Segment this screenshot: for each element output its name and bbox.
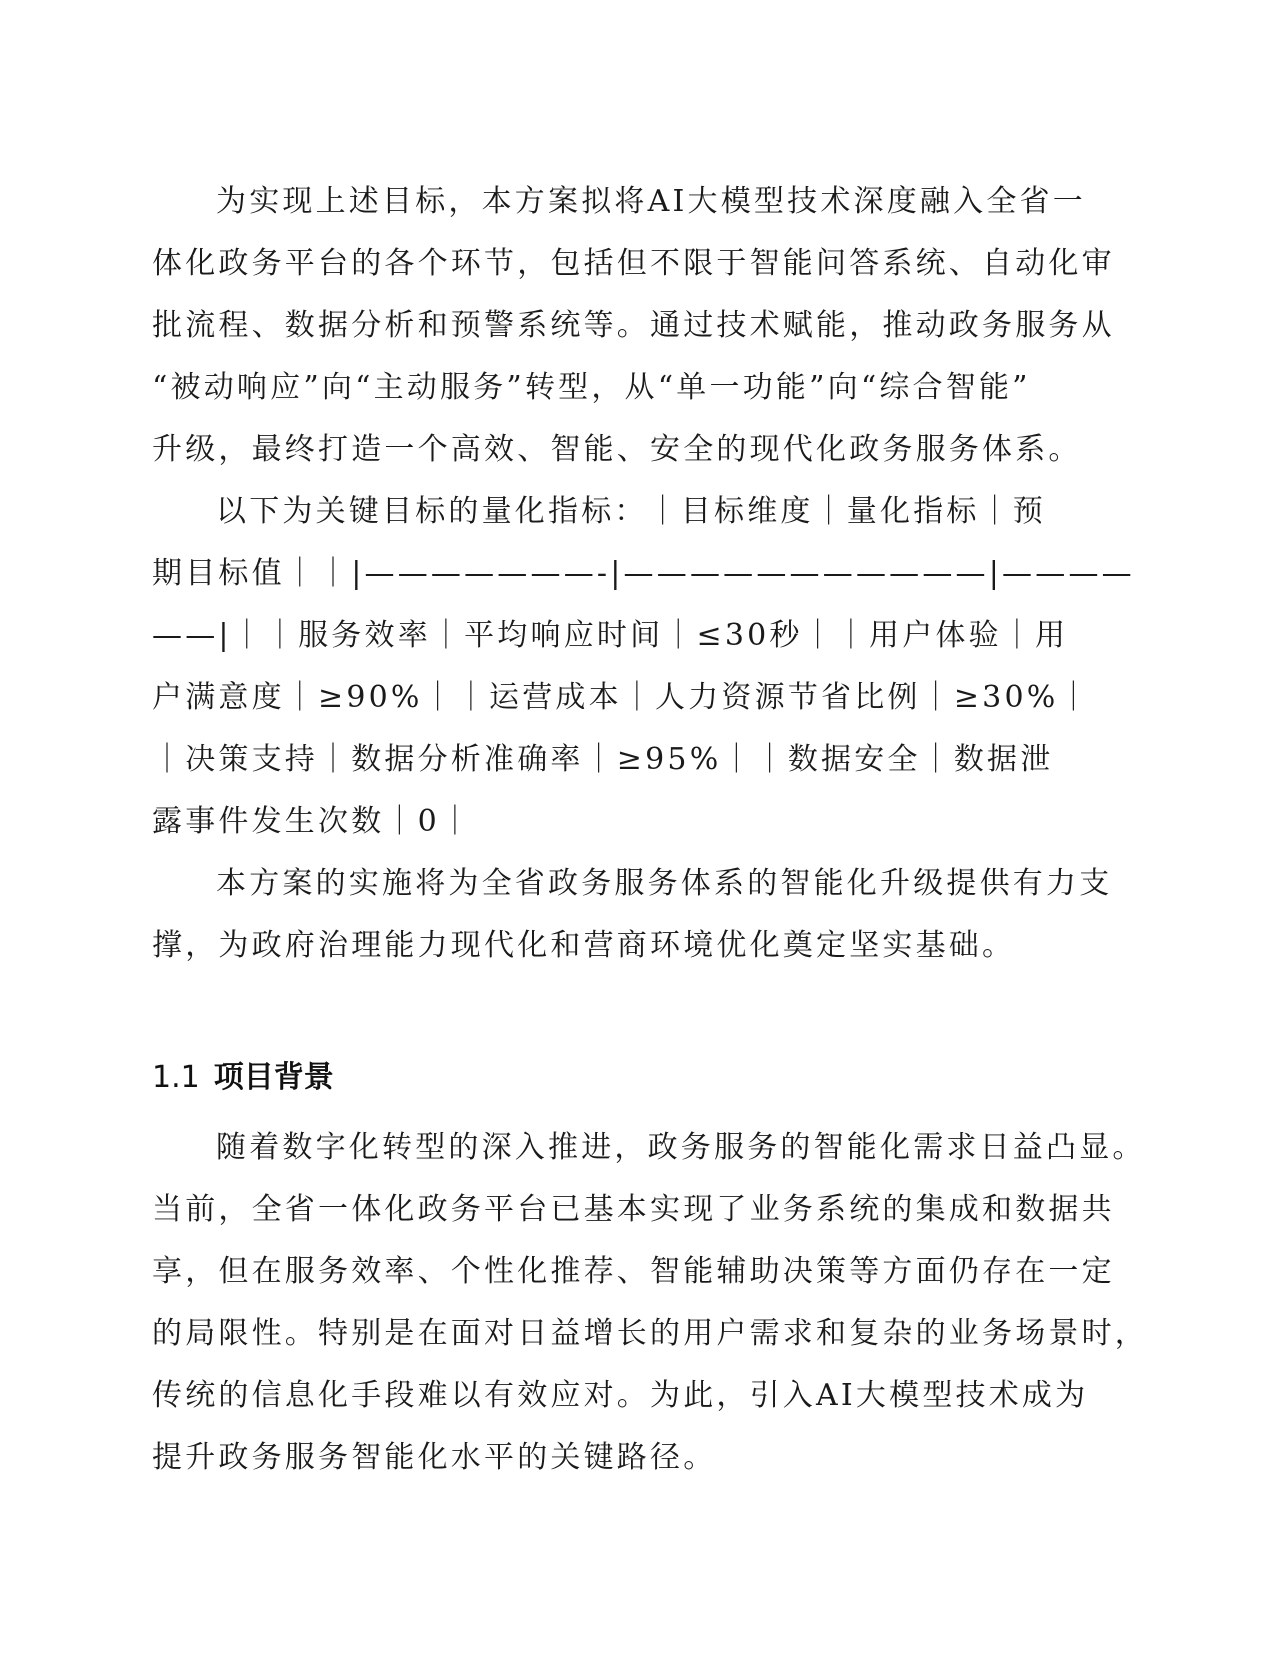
paragraph-1-line-5: 升级，最终打造一个高效、智能、安全的现代化政务服务体系。	[152, 432, 1082, 467]
paragraph-4-line-6: 提升政务服务智能化水平的关键路径。	[152, 1440, 717, 1475]
paragraph-4-line-2: 当前，全省一体化政务平台已基本实现了业务系统的集成和数据共	[152, 1192, 1115, 1227]
paragraph-2-line-4: 户满意度｜≥90%｜｜运营成本｜人力资源节省比例｜≥30%｜	[152, 680, 1092, 715]
paragraph-2-line-2: 期目标值｜｜|———————-|———————————|————	[152, 556, 1135, 591]
paragraph-4-line-3: 享，但在服务效率、个性化推荐、智能辅助决策等方面仍存在一定	[152, 1254, 1115, 1289]
section-title: 项目背景	[213, 1060, 334, 1095]
section-number: 1.1	[152, 1060, 200, 1095]
paragraph-4-line-4: 的局限性。特别是在面对日益增长的用户需求和复杂的业务场景时，	[152, 1316, 1148, 1351]
paragraph-2-line-5: ｜决策支持｜数据分析准确率｜≥95%｜｜数据安全｜数据泄	[152, 742, 1054, 777]
paragraph-2-line-6: 露事件发生次数｜0｜	[152, 804, 474, 839]
paragraph-1-line-1: 为实现上述目标，本方案拟将AI大模型技术深度融入全省一	[216, 184, 1086, 219]
paragraph-4-line-5: 传统的信息化手段难以有效应对。为此，引入AI大模型技术成为	[152, 1378, 1089, 1413]
paragraph-3-line-2: 撑，为政府治理能力现代化和营商环境优化奠定坚实基础。	[152, 928, 1016, 963]
paragraph-2-line-3: ——|｜｜服务效率｜平均响应时间｜≤30秒｜｜用户体验｜用	[152, 618, 1069, 653]
section-heading	[152, 1058, 334, 1098]
paragraph-1-line-3: 批流程、数据分析和预警系统等。通过技术赋能，推动政务服务从	[152, 308, 1115, 343]
paragraph-2-line-1: 以下为关键目标的量化指标：｜目标维度｜量化指标｜预	[216, 494, 1046, 529]
paragraph-1-line-4: “被动响应”向“主动服务”转型，从“单一功能”向“综合智能”	[152, 370, 1031, 405]
paragraph-3-line-1: 本方案的实施将为全省政务服务体系的智能化升级提供有力支	[216, 866, 1113, 901]
paragraph-1-line-2: 体化政务平台的各个环节，包括但不限于智能问答系统、自动化审	[152, 246, 1115, 281]
paragraph-4-line-1: 随着数字化转型的深入推进，政务服务的智能化需求日益凸显。	[216, 1130, 1146, 1165]
